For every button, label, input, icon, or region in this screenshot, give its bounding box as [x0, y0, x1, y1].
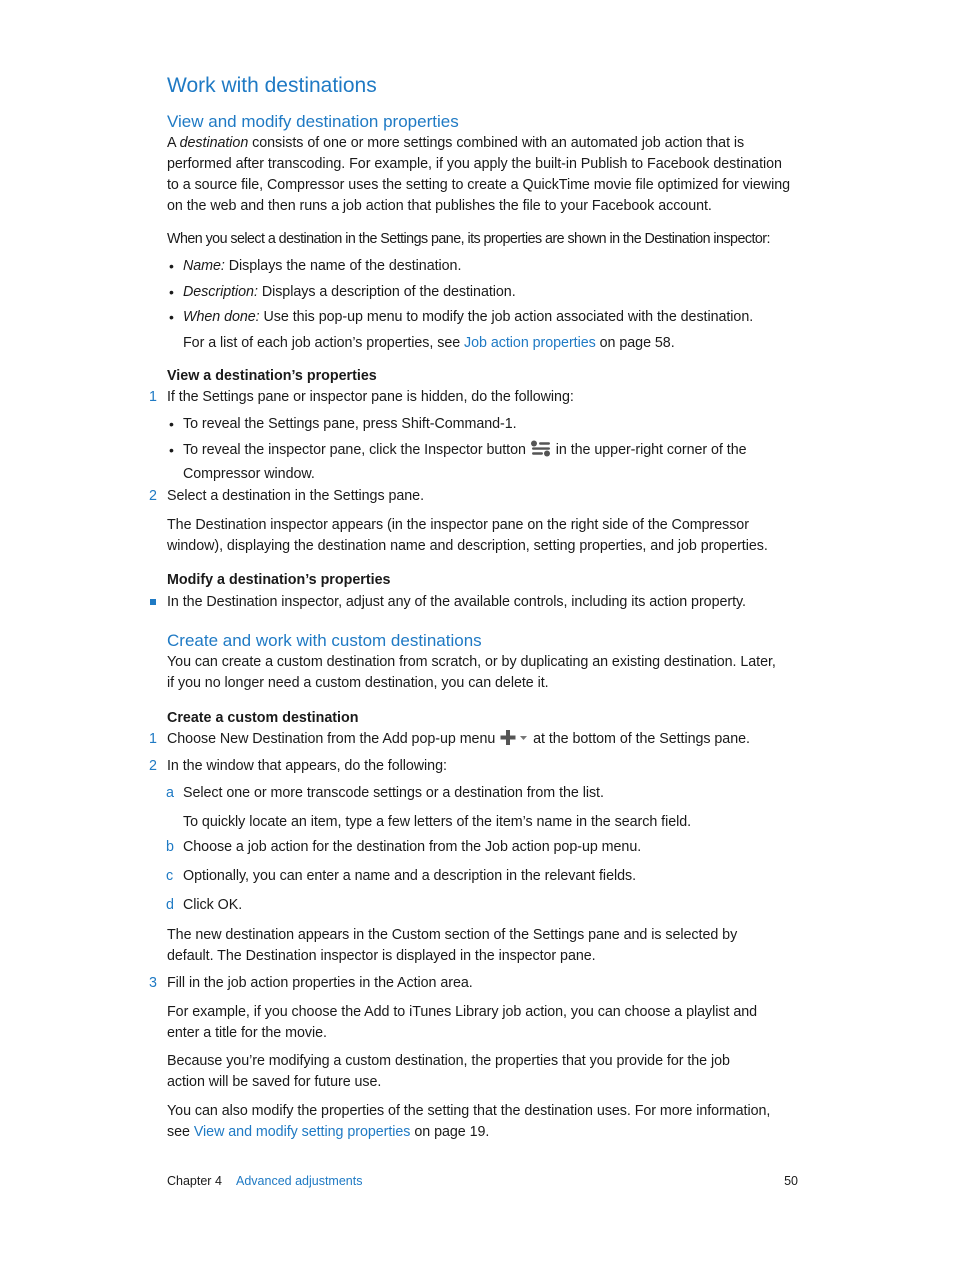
substep-letter: d	[166, 897, 174, 913]
intro-term: destination	[179, 135, 249, 151]
step-number: 3	[149, 975, 157, 991]
square-bullet-icon	[150, 599, 156, 605]
paragraph-text: You can also modify the properties of the setting that the destination uses. For more information,	[167, 1103, 771, 1119]
bullet-dot: •	[169, 258, 174, 274]
intro-text: if you no longer need a custom destination, you can delete it.	[167, 675, 549, 691]
substep-text: Click OK.	[183, 897, 243, 913]
intro-text: A	[167, 135, 180, 151]
step-number: 1	[149, 389, 157, 405]
step-text: If the Settings pane or inspector pane is hidden, do the following:	[167, 389, 574, 405]
result-text: The Destination inspector appears (in the inspector pane on the right side of the Compressor	[167, 517, 749, 533]
substep-letter: c	[166, 868, 174, 884]
step-text: In the window that appears, do the following:	[167, 758, 447, 774]
step-number: 1	[149, 731, 157, 747]
bullet-item	[183, 256, 803, 277]
task-title-view: View a destination’s properties	[167, 368, 377, 384]
intro-text: to a source file, Compressor uses the setting to create a QuickTime movie file optimized for viewing	[167, 177, 791, 193]
intro-paragraph	[167, 133, 807, 217]
task-title-modify: Modify a destination’s properties	[167, 572, 391, 588]
step-text: at the bottom of the Settings pane.	[529, 731, 750, 747]
substep-text: Choose a job action for the destination from the Job action pop-up menu.	[183, 839, 642, 855]
footer-chapter: Chapter 4	[167, 1174, 222, 1188]
paragraph	[167, 1051, 807, 1093]
substep-letter: a	[166, 785, 174, 801]
intro-text: on the web and then runs a job action that publishes the file to your Facebook account.	[167, 198, 712, 214]
page-number: 50	[784, 1174, 798, 1188]
view-modify-setting-properties-link[interactable]: View and modify setting properties	[193, 1124, 411, 1140]
substep-text: To reveal the Settings pane, press Shift-Command-1.	[183, 416, 517, 432]
paragraph-text: For example, if you choose the Add to iTunes Library job action, you can choose a playlist and	[167, 1004, 758, 1020]
substep-text: in the upper-right corner of the	[551, 442, 747, 458]
bullet-dot: •	[169, 416, 174, 432]
paragraph-text: Because you’re modifying a custom destination, the properties that you provide for the job	[167, 1053, 730, 1069]
paragraph-text: on page 19.	[410, 1124, 490, 1140]
inspector-icon	[530, 440, 552, 464]
substep-note: To quickly locate an item, type a few letters of the item’s name in the search field.	[183, 814, 692, 830]
bullet-dot: •	[169, 309, 174, 325]
inspector-paragraph: When you select a destination in the Settings pane, its properties are shown in the Destination inspector:	[167, 231, 770, 247]
task-title-create: Create a custom destination	[167, 710, 359, 726]
job-action-properties-link[interactable]: Job action properties	[464, 335, 596, 351]
step-text: In the Destination inspector, adjust any of the available controls, including its action property.	[167, 594, 746, 610]
substep-letter: b	[166, 839, 174, 855]
paragraph-text: see	[167, 1124, 194, 1140]
paragraph	[167, 1101, 807, 1143]
result-text: The new destination appears in the Custom section of the Settings pane and is selected by	[167, 927, 738, 943]
intro-text: consists of one or more settings combined with an automated job action that is	[248, 135, 745, 151]
substep-text	[183, 440, 803, 485]
bullet-dot: •	[169, 442, 174, 458]
step-text: Choose New Destination from the Add pop-up menu	[167, 731, 500, 747]
substep-text: Select one or more transcode settings or a destination from the list.	[183, 785, 604, 801]
bullet-item	[183, 307, 803, 328]
result-text: window), displaying the destination name and description, setting properties, and job properties.	[167, 538, 768, 554]
bullet-term: Description:	[183, 284, 258, 300]
step-text: Select a destination in the Settings pane.	[167, 488, 425, 504]
step-result	[167, 515, 807, 557]
intro-text: performed after transcoding. For example, if you apply the built-in Publish to Facebook destination	[167, 156, 782, 172]
step-number: 2	[149, 488, 157, 504]
bullet-item	[183, 282, 803, 303]
substep-text: To reveal the inspector pane, click the Inspector button	[183, 442, 530, 458]
step-number: 2	[149, 758, 157, 774]
paragraph-text: action will be saved for future use.	[167, 1074, 382, 1090]
intro-text: You can create a custom destination from scratch, or by duplicating an existing destination. Later,	[167, 654, 776, 670]
bullet-term: When done:	[183, 309, 260, 325]
bullet-text: Use this pop-up menu to modify the job action associated with the destination.	[259, 309, 754, 325]
section-title-view-modify: View and modify destination properties	[167, 112, 459, 131]
bullet-term: Name:	[183, 258, 225, 274]
bullet-continuation	[183, 333, 803, 354]
section-title-custom: Create and work with custom destinations	[167, 631, 482, 650]
paragraph-text: enter a title for the movie.	[167, 1025, 327, 1041]
custom-intro	[167, 652, 807, 694]
bullet-text: Displays a description of the destination.	[257, 284, 516, 300]
step-text: Fill in the job action properties in the Action area.	[167, 975, 473, 991]
substep-text: Compressor window.	[183, 466, 315, 482]
bullet-text: on page 58.	[595, 335, 675, 351]
step-result	[167, 925, 807, 967]
bullet-dot: •	[169, 284, 174, 300]
bullet-text: Displays the name of the destination.	[224, 258, 462, 274]
result-text: default. The Destination inspector is displayed in the inspector pane.	[167, 948, 596, 964]
paragraph	[167, 1002, 807, 1044]
substep-text: Optionally, you can enter a name and a description in the relevant fields.	[183, 868, 637, 884]
step-text	[167, 729, 807, 753]
footer-chapter-title-link[interactable]: Advanced adjustments	[236, 1174, 363, 1188]
add-popup-icon	[499, 729, 529, 753]
bullet-text: For a list of each job action’s properties, see	[183, 335, 465, 351]
page-heading: Work with destinations	[167, 74, 377, 97]
